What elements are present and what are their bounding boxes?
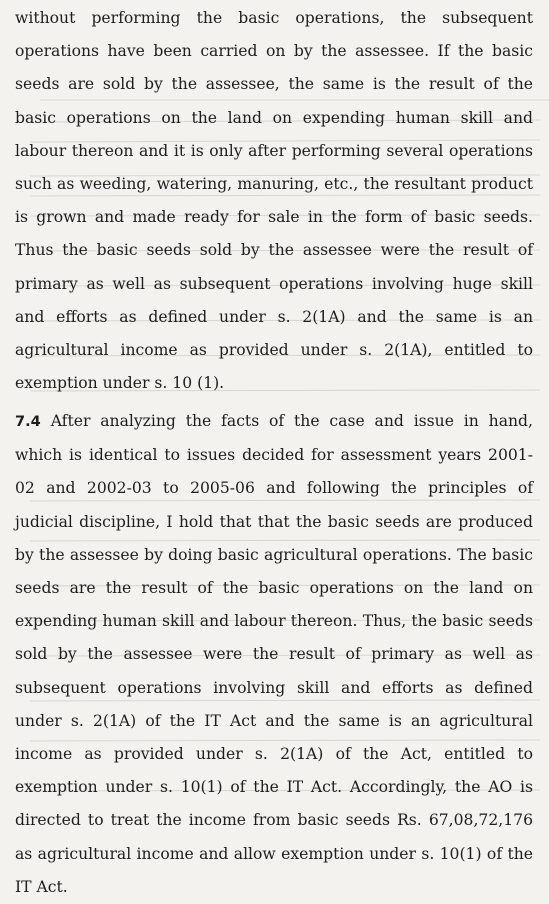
paragraph-7-4 — [15, 405, 533, 904]
paragraph-1-text: without performing the basic operations, the subsequent operations have been carried on by the assessee. If the basic seeds are sold by the assessee, the same is the result of the basic operations on the land on expending human skill and labour thereon and it is only after performing several operations such as weeding, watering, manuring, etc., the resultant product is grown and made ready for sale in the form of basic seeds. Thus the basic seeds sold by the assessee were the result of primary as well as subsequent operations involving huge skill and efforts as defined under s. 2(1A) and the same is an agricultural income as provided under s. 2(1A), entitled to exemption under s. 10 (1). — [15, 9, 533, 393]
paragraph-1 — [15, 2, 533, 400]
paragraph-number: 7.4 — [15, 414, 41, 430]
paragraph-7-4-text: After analyzing the facts of the case and issue in hand, which is identical to issues decided for assessment years 2001-02 and 2002-03 to 2005-06 and following the principles of judicial discipline, I hold that that the basic seeds are produced by the assessee by doing basic agricultural operations. The basic seeds are the result of the basic operations on the land on expending human skill and labour thereon. Thus, the basic seeds sold by the assessee were the result of primary as well as subsequent operations involving skill and efforts as defined under s. 2(1A) of the IT Act and the same is an agricultural income as provided under s. 2(1A) of the Act, entitled to exemption under s. 10(1) of the IT Act. Accordingly, the AO is directed to treat the income from basic seeds Rs. 67,08,72,176 as agricultural income and allow exemption under s. 10(1) of the IT Act. — [15, 412, 533, 896]
